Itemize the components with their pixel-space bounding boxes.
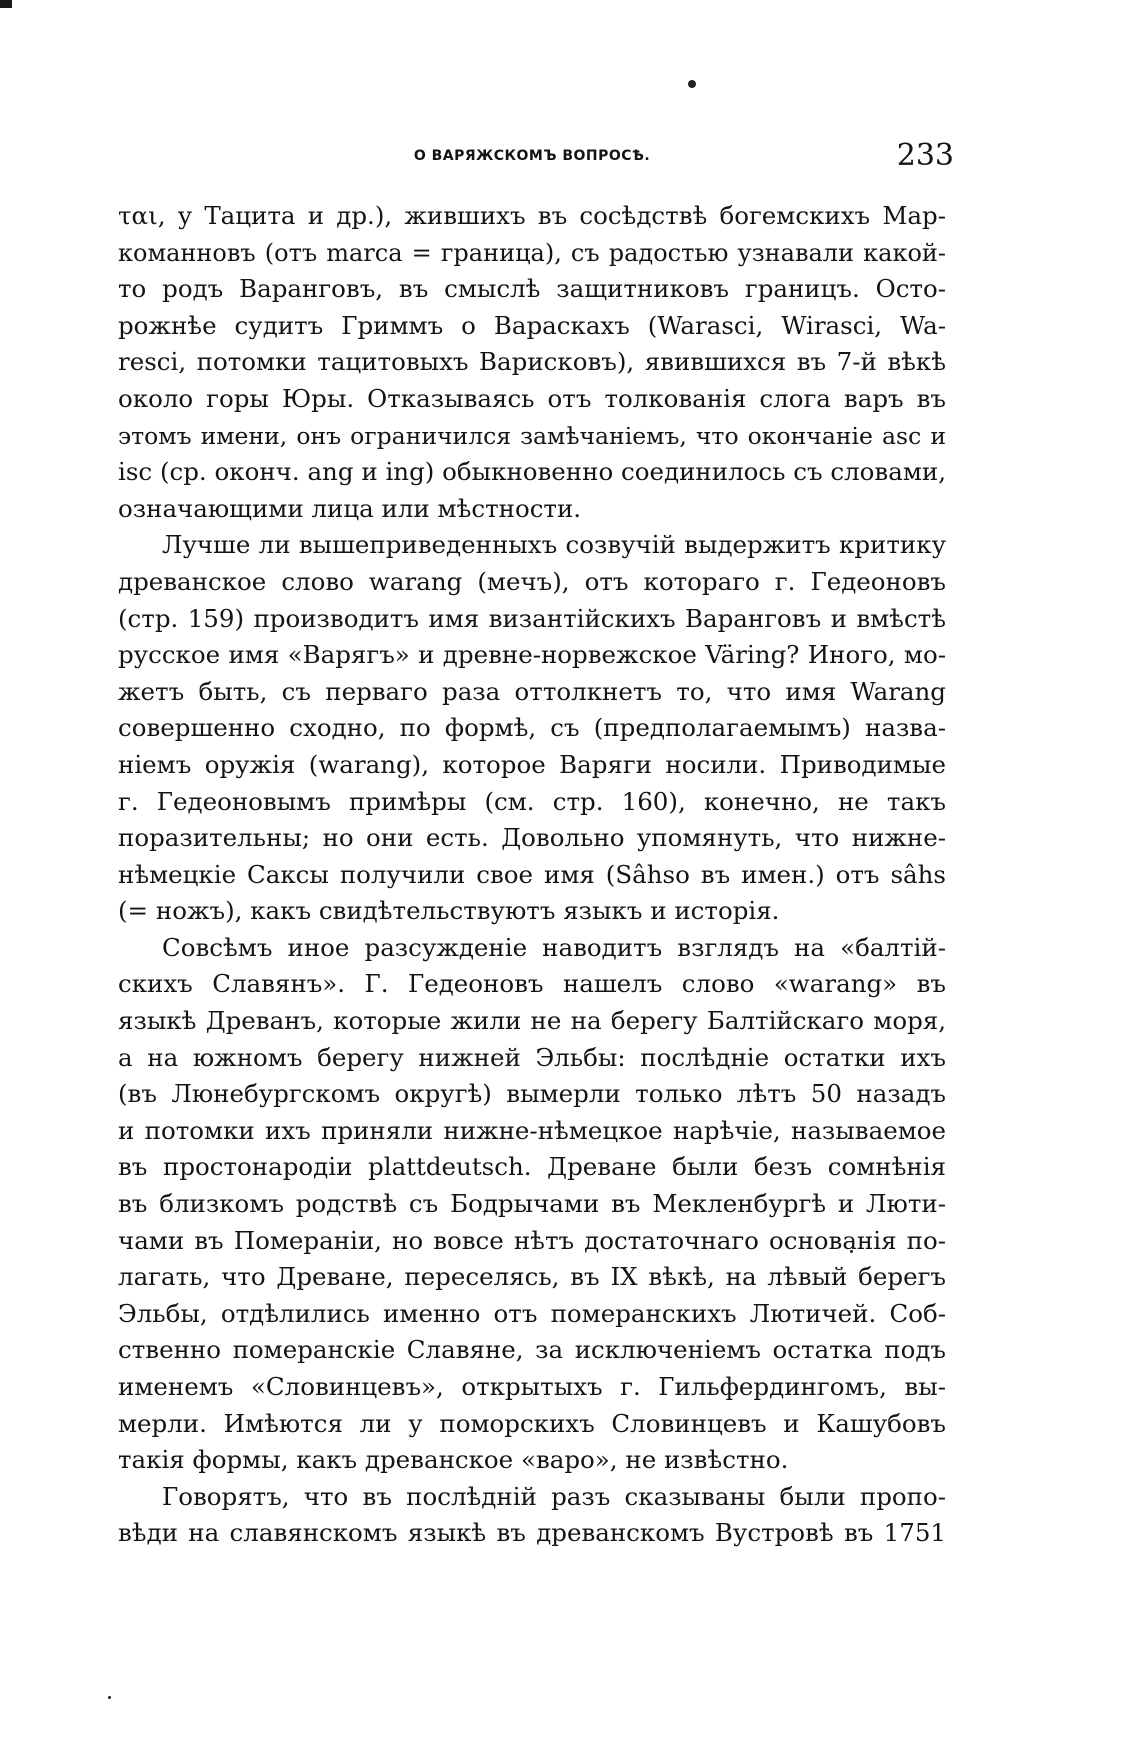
text-line: isc (ср. оконч. ang и ing) обыкновенно соединилось съ словами, [118, 457, 946, 487]
text-line: совершенно сходно, по формѣ, съ (предполагаемымъ) назва- [118, 713, 946, 743]
text-line: resci, потомки тацитовыхъ Варисковъ), явившихся въ 7-й вѣкѣ [118, 347, 946, 377]
text-line: вѣди на славянскомъ языкѣ въ древанскомъ Вустровѣ въ 1751 [118, 1518, 946, 1548]
text-line: (стр. 159) производитъ имя византійскихъ Варанговъ и вмѣстѣ [118, 603, 946, 633]
text-line: чами въ Помераніи, но вовсе нѣтъ достаточнаго основанія по- [118, 1225, 946, 1255]
text-line: ніемъ оружія (warang), которое Варяги носили. Приводимые [118, 749, 946, 779]
text-line: около горы Юры. Отказываясь отъ толкованія слога варъ въ [118, 383, 946, 413]
text-line: нѣмецкіе Саксы получили свое имя (Sâhso въ имен.) отъ sâhs [118, 859, 946, 889]
text-line: жетъ быть, съ перваго раза оттолкнетъ то, что имя Warang [118, 676, 946, 706]
text-line: (= ножъ), какъ свидѣтельствуютъ языкъ и исторія. [118, 896, 780, 926]
text-line: этомъ имени, онъ ограничился замѣчаніемъ, что окончаніе asc и [118, 421, 946, 450]
paragraph-first-line: Лучше ли вышеприведенныхъ созвучій выдержитъ критику [162, 530, 946, 560]
text-line: такія формы, какъ древанское «варо», не извѣстно. [118, 1445, 789, 1475]
ink-speck-top [688, 80, 696, 88]
running-head [118, 138, 954, 180]
text-line: (въ Люнебургскомъ округѣ) вымерли только лѣтъ 50 назадъ [118, 1079, 946, 1109]
body-text [118, 198, 946, 1552]
scan-corner-mark [0, 0, 12, 8]
ink-speck-bottom [108, 1696, 111, 1699]
text-line: команновъ (отъ marca = граница), съ радостью узнавали какой- [118, 238, 946, 267]
running-title: О ВАРЯЖСКОМЪ ВОПРОСѢ. [413, 148, 651, 164]
text-line: то родъ Варанговъ, въ смыслѣ защитниковъ границъ. Осто- [118, 274, 946, 304]
page-number: 233 [896, 138, 954, 173]
text-line: лагать, что Древане, переселясь, въ IX вѣкѣ, на лѣвый берегъ [118, 1262, 946, 1292]
text-line: въ близкомъ родствѣ съ Бодрычами въ Мекленбургѣ и Люти- [118, 1189, 946, 1219]
text-line: означающими лица или мѣстности. [118, 493, 582, 523]
text-line: рожнѣе судитъ Гриммъ о Вараскахъ (Warasci, Wirasci, Wa- [118, 310, 946, 340]
text-line: скихъ Славянъ». Г. Гедеоновъ нашелъ слово «warang» въ [118, 969, 946, 999]
text-line: Эльбы, отдѣлились именно отъ померанскихъ Лютичей. Соб- [118, 1298, 946, 1328]
text-line: а на южномъ берегу нижней Эльбы: послѣдніе остатки ихъ [118, 1042, 946, 1072]
text-line: и потомки ихъ приняли нижне-нѣмецкое нарѣчіе, называемое [118, 1115, 946, 1145]
text-line: древанское слово warang (мечъ), отъ котораго г. Гедеоновъ [118, 566, 946, 596]
text-line: въ простонародіи plattdeutsch. Древане были безъ сомнѣнія [118, 1152, 946, 1182]
text-line: ственно померанскіе Славяне, за исключеніемъ остатка подъ [118, 1335, 946, 1365]
paragraph-first-line: Совсѣмъ иное разсужденіе наводитъ взглядъ на «балтій- [162, 932, 946, 962]
text-line: поразительны; но они есть. Довольно упомянуть, что нижне- [118, 823, 946, 853]
text-line: ται, у Тацита и др.), жившихъ въ сосѣдствѣ богемскихъ Мар- [118, 201, 946, 230]
text-line: мерли. Имѣются ли у поморскихъ Словинцевъ и Кашубовъ [118, 1408, 946, 1438]
paragraph-first-line: Говорятъ, что въ послѣдній разъ сказываны были пропо- [162, 1481, 946, 1511]
text-line: языкѣ Древанъ, которые жили не на берегу Балтійскаго моря, [118, 1006, 946, 1036]
text-line: г. Гедеоновымъ примѣры (см. стр. 160), конечно, не такъ [118, 786, 946, 816]
text-line: русское имя «Варягъ» и древне-норвежское Väring? Иного, мо- [118, 640, 946, 670]
text-line: именемъ «Словинцевъ», открытыхъ г. Гильфердингомъ, вы- [118, 1372, 946, 1401]
